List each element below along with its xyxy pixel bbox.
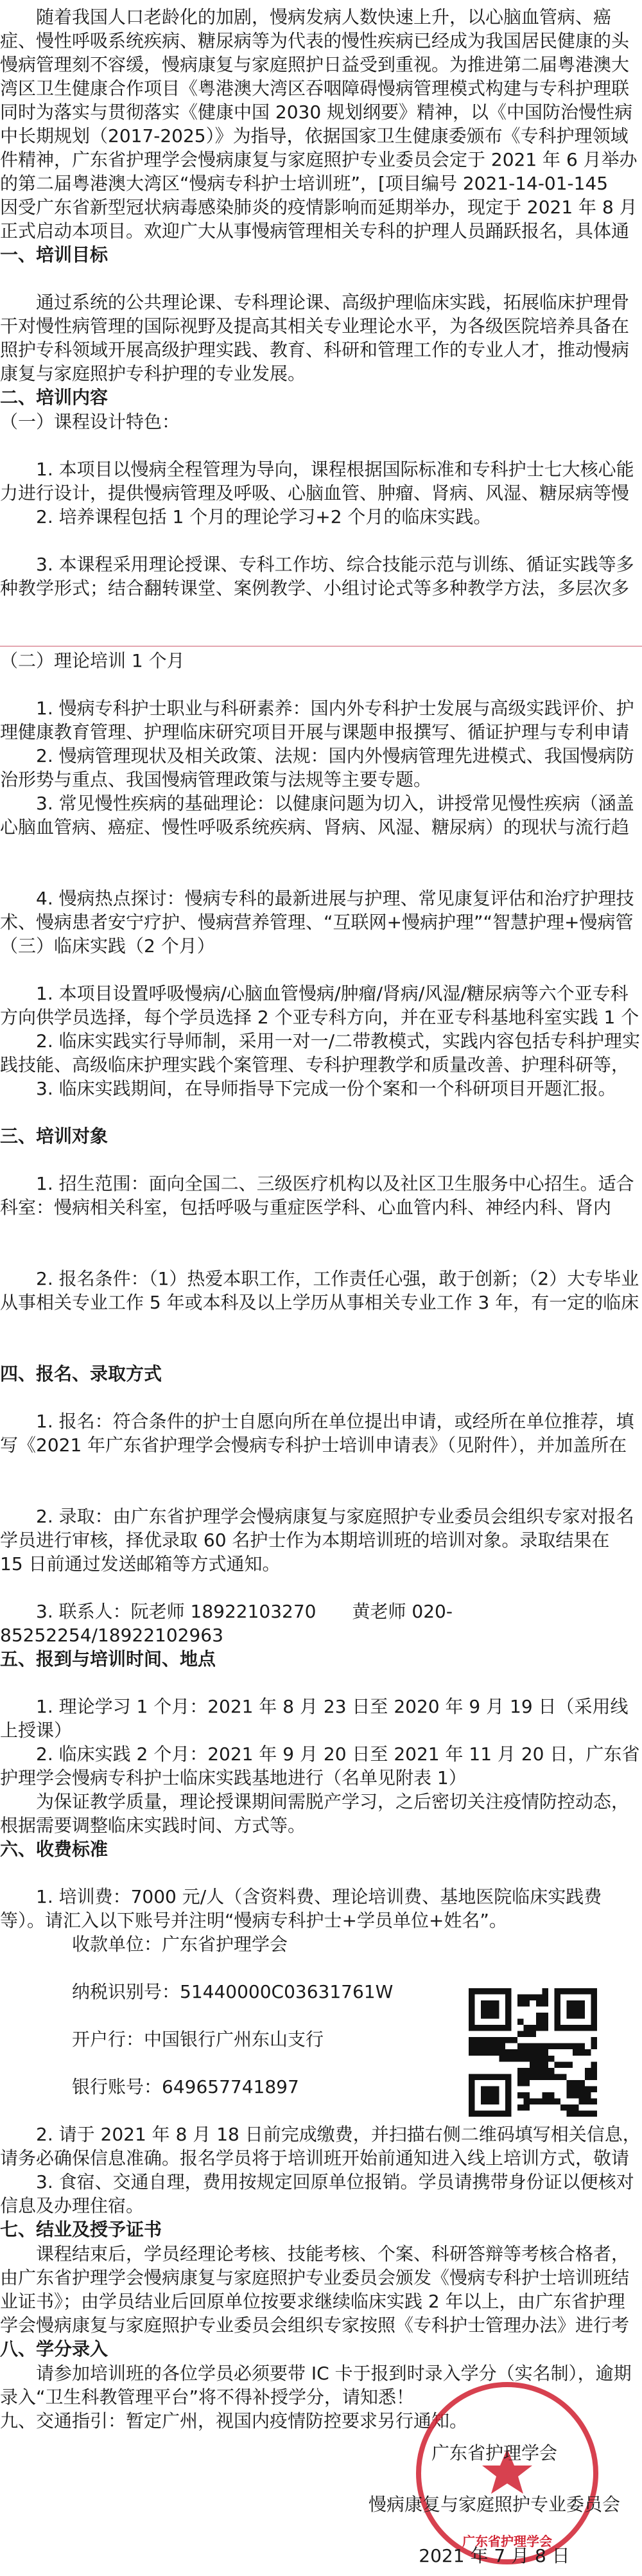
intro-paragraph: 件精神，广东省护理学会慢病康复与家庭照护专业委员会定于 2021 年 6 月举办的第二届粤港澳大湾区“慢病专科护士培训班”，[项目编号 2021-14-01-145 bbox=[0, 149, 638, 194]
body-paragraph: 2. 培养课程包括 1 个月的理论学习+2 个月的临床实践。 bbox=[0, 506, 492, 527]
body-paragraph: 1. 本项目以慢病全程管理为导向，课程根据国际标准和专科护士七大核心能力进行设计，提供慢病管理及呼吸、心脑血管、肿瘤、肾病、风湿、糖尿病等慢 bbox=[0, 459, 634, 504]
body-paragraph: 1. 招生范围：面向全国二、三级医疗机构以及社区卫生服务中心招生。适合科室：慢病相关科室，包括呼吸与重症医学科、心血管内科、神经内科、肾内 bbox=[0, 1173, 634, 1218]
section-heading-content: 二、培训内容 bbox=[0, 387, 108, 408]
body-paragraph: 3. 食宿、交通自理，费用按规定回原单位报销。学员请携带身份证以便核对信息及办理住宿。 bbox=[0, 2171, 634, 2216]
transport-paragraph: 九、交通指引：暂定广州，视国内疫情防控要求另行通知。 bbox=[0, 2410, 468, 2431]
subsection-heading: （三）临床实践（2 个月） bbox=[0, 935, 215, 957]
section-divider bbox=[0, 646, 642, 647]
intro-paragraph: 慢病管理刻不容缓，慢病康复与家庭照护日益受到重视。为推进第二届粤港澳大湾区卫生健康合作项目《粤港澳大湾区吞咽障碍慢病管理模式构建与专科护理联 bbox=[0, 54, 630, 99]
body-paragraph: 请参加培训班的各位学员必须要带 IC 卡于报到时录入学分（实名制），逾期录入“卫生科教管理平台”将不得补授学分，请知悉！ bbox=[0, 2363, 632, 2408]
body-paragraph: 1. 培训费：7000 元/人（含资料费、理论培训费、基地医院临床实践费等）。请汇入以下账号并注明“慢病专科护士+学员单位+姓名”。 bbox=[0, 1886, 602, 1931]
section-heading-goal: 一、培训目标 bbox=[0, 244, 108, 265]
qr-code-icon[interactable] bbox=[469, 1988, 597, 2117]
body-paragraph: 课程结束后，学员经理论考核、技能考核、个案、科研答辩等考核合格者，由广东省护理学会慢病康复与家庭照护专业委员会颁发《慢病专科护士培训班结业证书》；由学员结业后回原单位按要求继续临床实践 2 年以上，由广东省护理学会慢病康复与家庭照护专业委员会组织专家按照《专科护士管理办法》进行考 bbox=[0, 2243, 630, 2336]
body-paragraph: 2. 录取：由广东省护理学会慢病康复与家庭照护专业委员会组织专家对报名学员进行审核，择优录取 60 名护士作为本期培训班的培训对象。录取结果在 bbox=[0, 1506, 634, 1551]
body-paragraph: 为保证教学质量，理论授课期间需脱产学习，之后密切关注疫情防控动态，根据需要调整临床实践时间、方式等。 bbox=[0, 1791, 630, 1836]
body-paragraph: 1. 理论学习 1 个月：2021 年 8 月 23 日至 2020 年 9 月 19 日（采用线上授课） bbox=[0, 1696, 629, 1741]
contact-paragraph: 3. 联系人：阮老师 18922103270 黄老师 020-85252254/18922102963 bbox=[0, 1601, 453, 1646]
intro-paragraph: 因受广东省新型冠状病毒感染肺炎的疫情影响而延期举办，现定于 2021 年 8 月正式启动本项目。欢迎广大从事慢病管理相关专科的护理人员踊跃报名，具体通 bbox=[0, 197, 638, 242]
body-paragraph: 3. 临床实践期间，在导师指导下完成一份个案和一个科研项目开题汇报。 bbox=[0, 1078, 616, 1099]
tax-id-line: 纳税识别号：51440000C03631761W bbox=[0, 1981, 394, 2002]
section-heading-credits: 八、学分录入 bbox=[0, 2338, 108, 2360]
signature-date: 2021 年 7 月 8 日 bbox=[419, 2545, 570, 2566]
body-paragraph: 1. 报名：符合条件的护士自愿向所在单位提出申请，或经所在单位推荐，填写《2021 年广东省护理学会慢病专科护士培训申请表》（见附件），并加盖所在 bbox=[0, 1411, 634, 1456]
bank-line: 开户行：中国银行广州东山支行 bbox=[0, 2029, 324, 2050]
signature-org: 广东省护理学会 bbox=[431, 2442, 557, 2464]
body-paragraph: 2. 临床实践 2 个月：2021 年 9 月 20 日至 2021 年 11 月 20 日，广东省护理学会慢病专科护士临床实践基地进行（名单见附表 1） bbox=[0, 1743, 640, 1788]
body-paragraph: 1. 本项目设置呼吸慢病/心脑血管慢病/肿瘤/肾病/风湿/糖尿病等六个亚专科方向供学员选择，每个学员选择 2 个亚专科方向，并在亚专科基地科室实践 1 个 bbox=[0, 983, 639, 1028]
seal-text: 广东省护理学会 bbox=[462, 2534, 552, 2549]
section-heading-target: 三、培训对象 bbox=[0, 1125, 108, 1147]
intro-paragraph: 随着我国人口老龄化的加剧，慢病发病人数快速上升，以心脑血管病、癌症、慢性呼吸系统疾病、糖尿病等为代表的慢性疾病已经成为我国居民健康的头 bbox=[0, 6, 630, 51]
section-heading-enroll: 四、报名、录取方式 bbox=[0, 1363, 162, 1384]
body-paragraph: 3. 本课程采用理论授课、专科工作坊、综合技能示范与训练、循证实践等多种教学形式；结合翻转课堂、案例教学、小组讨论式等多种教学方法，多层次多 bbox=[0, 554, 634, 599]
body-paragraph: 通过系统的公共理论课、专科理论课、高级护理临床实践，拓展临床护理骨干对慢性病管理的国际视野及提高其相关专业理论水平，为各级医院培养具备在 bbox=[0, 292, 630, 337]
body-paragraph: 照护专科领域开展高级护理实践、教育、科研和管理工作的专业人才，推动慢病康复与家庭照护专科护理的专业发展。 bbox=[0, 339, 630, 384]
body-paragraph: 2. 临床实践实行导师制，采用一对一/二带教模式，实践内容包括专科护理实践技能、高级临床护理实践个案管理、专科护理教学和质量改善、护理科研等， bbox=[0, 1030, 641, 1075]
subsection-heading: （一）课程设计特色： bbox=[0, 411, 180, 432]
body-paragraph: 2. 报名条件：（1）热爱本职工作，工作责任心强，敢于创新；（2）大专毕业从事相关专业工作 5 年或本科及以上学历从事相关专业工作 3 年，有一定的临床 bbox=[0, 1268, 639, 1313]
body-paragraph: 15 日前通过发送邮箱等方式通知。 bbox=[0, 1553, 281, 1575]
subsection-heading: （二）理论培训 1 个月 bbox=[0, 650, 185, 671]
signature-committee: 慢病康复与家庭照护专业委员会 bbox=[368, 2494, 620, 2515]
section-heading-schedule: 五、报到与培训时间、地点 bbox=[0, 1648, 216, 1670]
section-heading-fees: 六、收费标准 bbox=[0, 1839, 108, 1860]
section-heading-certificate: 七、结业及授予证书 bbox=[0, 2219, 162, 2240]
account-line: 银行账号：649657741897 bbox=[0, 2076, 299, 2097]
body-paragraph: 3. 常见慢性疾病的基础理论：以健康问题为切入，讲授常见慢性疾病（涵盖心脑血管病、癌症、慢性呼吸系统疾病、肾病、风湿、糖尿病）的现状与流行趋 bbox=[0, 793, 634, 838]
body-paragraph: 2. 请于 2021 年 8 月 18 日前完成缴费，并扫描右侧二维码填写相关信息，请务必确保信息准确。报名学员将于培训班开始前通知进入线上培训方式，敬请 bbox=[0, 2124, 641, 2169]
body-paragraph: 2. 慢病管理现状及相关政策、法规：国内外慢病管理先进模式、我国慢病防治形势与重点、我国慢病管理政策与法规等主要专题。 bbox=[0, 745, 634, 790]
intro-paragraph: 同时为落实与贯彻落实《健康中国 2030 规划纲要》精神，以《中国防治慢性病中长期规划（2017-2025）》为指导，依据国家卫生健康委颁布《专科护理领域 bbox=[0, 101, 633, 146]
payee-line: 收款单位：广东省护理学会 bbox=[0, 1934, 288, 1955]
body-paragraph: 4. 慢病热点探讨：慢病专科的最新进展与护理、常见康复评估和治疗护理技术、慢病患者安宁疗护、慢病营养管理、“互联网+慢病护理”“智慧护理+慢病管 bbox=[0, 888, 634, 933]
body-paragraph: 1. 慢病专科护士职业与科研素养：国内外专科护士发展与高级实践评价、护理健康教育管理、护理临床研究项目开展与课题申报撰写、循证护理与专利申请 bbox=[0, 698, 634, 743]
